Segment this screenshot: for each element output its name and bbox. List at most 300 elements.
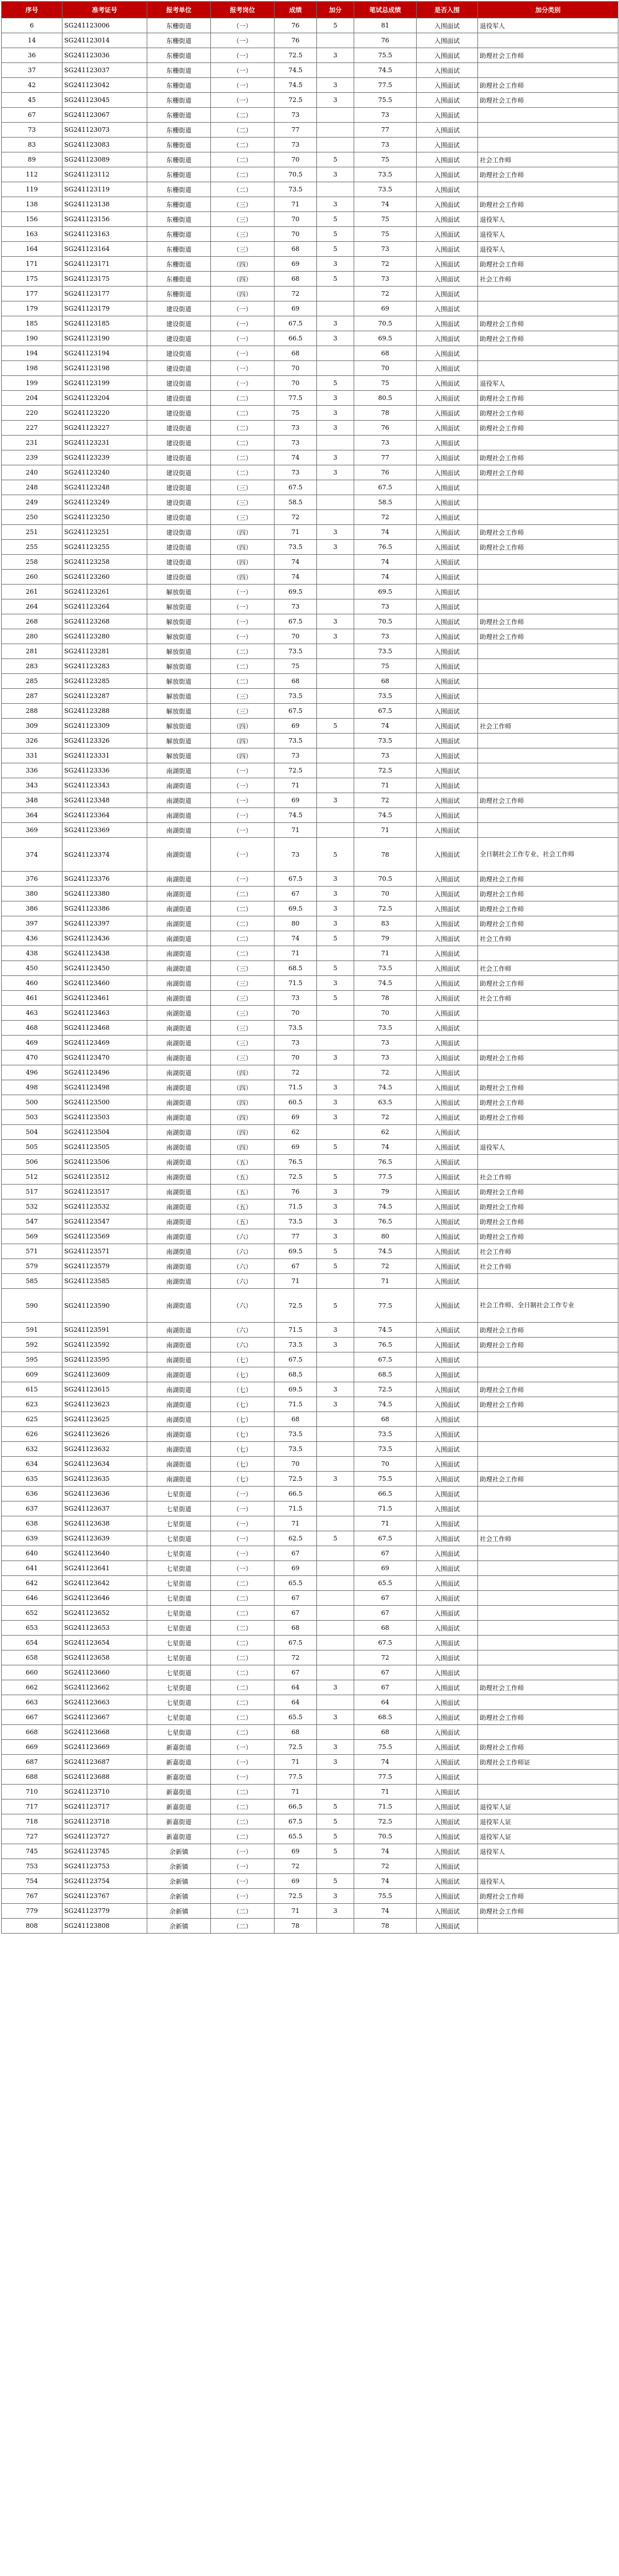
ticket-cell: SG241123288 bbox=[62, 704, 147, 719]
ticket-cell: SG241123745 bbox=[62, 1844, 147, 1859]
unit-cell: 建设街道 bbox=[147, 570, 211, 585]
bonus-cell bbox=[317, 644, 354, 659]
unit-cell: 南湖街道 bbox=[147, 1412, 211, 1427]
shortlisted-cell: 入围面试 bbox=[417, 719, 478, 734]
unit-cell: 解放街道 bbox=[147, 585, 211, 599]
shortlisted-cell: 入围面试 bbox=[417, 1155, 478, 1170]
bonus-type-cell: 助理社会工作师 bbox=[478, 197, 618, 212]
unit-cell: 解放街道 bbox=[147, 674, 211, 689]
score-cell: 67.5 bbox=[275, 1352, 317, 1367]
unit-cell: 南湖街道 bbox=[147, 916, 211, 931]
ticket-cell: SG241123463 bbox=[62, 1006, 147, 1021]
table-row bbox=[2, 1487, 618, 1501]
table-row bbox=[2, 242, 618, 257]
score-cell: 70 bbox=[275, 629, 317, 644]
total-cell: 68 bbox=[354, 674, 417, 689]
table-row bbox=[2, 1665, 618, 1680]
post-cell: （一） bbox=[211, 301, 275, 316]
seq-cell: 591 bbox=[2, 1323, 62, 1338]
total-cell: 72.5 bbox=[354, 901, 417, 916]
unit-cell: 建设街道 bbox=[147, 331, 211, 346]
score-cell: 67.5 bbox=[275, 704, 317, 719]
table-row bbox=[2, 1110, 618, 1125]
ticket-cell: SG241123231 bbox=[62, 436, 147, 450]
score-cell: 72.5 bbox=[275, 1472, 317, 1487]
unit-cell: 南湖街道 bbox=[147, 1021, 211, 1036]
post-cell: （一） bbox=[211, 1501, 275, 1516]
ticket-cell: SG241123503 bbox=[62, 1110, 147, 1125]
total-cell: 67 bbox=[354, 1680, 417, 1695]
score-cell: 69 bbox=[275, 1874, 317, 1889]
unit-cell: 南湖街道 bbox=[147, 1199, 211, 1214]
table-row bbox=[2, 1021, 618, 1036]
table-row bbox=[2, 480, 618, 495]
bonus-type-cell bbox=[478, 63, 618, 78]
post-cell: （三） bbox=[211, 227, 275, 242]
shortlisted-cell: 入围面试 bbox=[417, 763, 478, 778]
unit-cell: 建设街道 bbox=[147, 450, 211, 465]
bonus-cell bbox=[317, 1785, 354, 1799]
post-cell: （二） bbox=[211, 644, 275, 659]
bonus-type-cell: 助理社会工作师 bbox=[478, 78, 618, 93]
score-cell: 72.5 bbox=[275, 48, 317, 63]
bonus-type-cell: 退役军人 bbox=[478, 18, 618, 33]
bonus-cell: 5 bbox=[317, 931, 354, 946]
seq-cell: 571 bbox=[2, 1244, 62, 1259]
table-row bbox=[2, 570, 618, 585]
post-cell: （二） bbox=[211, 1650, 275, 1665]
bonus-cell: 3 bbox=[317, 1889, 354, 1904]
post-cell: （二） bbox=[211, 1814, 275, 1829]
bonus-type-cell: 助理社会工作师 bbox=[478, 450, 618, 465]
unit-cell: 东栅街道 bbox=[147, 93, 211, 108]
total-cell: 73.5 bbox=[354, 1427, 417, 1442]
total-cell: 76 bbox=[354, 421, 417, 436]
bonus-cell: 5 bbox=[317, 376, 354, 391]
table-row bbox=[2, 1829, 618, 1844]
seq-cell: 258 bbox=[2, 555, 62, 570]
seq-cell: 376 bbox=[2, 872, 62, 887]
shortlisted-cell: 入围面试 bbox=[417, 1799, 478, 1814]
table-row bbox=[2, 1080, 618, 1095]
bonus-type-cell: 助理社会工作师 bbox=[478, 406, 618, 421]
total-cell: 76.5 bbox=[354, 1155, 417, 1170]
bonus-cell bbox=[317, 674, 354, 689]
bonus-cell bbox=[317, 361, 354, 376]
shortlisted-cell: 入围面试 bbox=[417, 33, 478, 48]
post-cell: （一） bbox=[211, 33, 275, 48]
seq-cell: 264 bbox=[2, 599, 62, 614]
table-row bbox=[2, 1695, 618, 1710]
ticket-cell: SG241123073 bbox=[62, 123, 147, 138]
post-cell: （七） bbox=[211, 1472, 275, 1487]
bonus-type-cell bbox=[478, 763, 618, 778]
seq-cell: 754 bbox=[2, 1874, 62, 1889]
bonus-type-cell: 助理社会工作师 bbox=[478, 465, 618, 480]
shortlisted-cell: 入围面试 bbox=[417, 1323, 478, 1338]
score-cell: 71.5 bbox=[275, 1323, 317, 1338]
table-row bbox=[2, 495, 618, 510]
total-cell: 75.5 bbox=[354, 1740, 417, 1755]
total-cell: 75.5 bbox=[354, 93, 417, 108]
shortlisted-cell: 入围面试 bbox=[417, 1665, 478, 1680]
table-row bbox=[2, 510, 618, 525]
table-row bbox=[2, 555, 618, 570]
score-cell: 67 bbox=[275, 887, 317, 901]
total-cell: 74 bbox=[354, 1844, 417, 1859]
seq-cell: 83 bbox=[2, 138, 62, 152]
seq-cell: 668 bbox=[2, 1725, 62, 1740]
total-cell: 74 bbox=[354, 555, 417, 570]
score-cell: 73.5 bbox=[275, 734, 317, 748]
bonus-cell: 5 bbox=[317, 719, 354, 734]
ticket-cell: SG241123470 bbox=[62, 1050, 147, 1065]
seq-cell: 569 bbox=[2, 1229, 62, 1244]
score-cell: 69.5 bbox=[275, 901, 317, 916]
total-cell: 80.5 bbox=[354, 391, 417, 406]
table-row bbox=[2, 182, 618, 197]
bonus-type-cell bbox=[478, 1919, 618, 1934]
score-cell: 68.5 bbox=[275, 961, 317, 976]
post-cell: （一） bbox=[211, 18, 275, 33]
table-row bbox=[2, 346, 618, 361]
table-row bbox=[2, 525, 618, 540]
shortlisted-cell: 入围面试 bbox=[417, 1199, 478, 1214]
shortlisted-cell: 入围面试 bbox=[417, 778, 478, 793]
bonus-type-cell bbox=[478, 1546, 618, 1561]
score-cell: 72 bbox=[275, 1650, 317, 1665]
bonus-cell bbox=[317, 1621, 354, 1636]
bonus-type-cell bbox=[478, 1501, 618, 1516]
total-cell: 71.5 bbox=[354, 1501, 417, 1516]
bonus-type-cell: 助理社会工作师 bbox=[478, 614, 618, 629]
unit-cell: 南湖街道 bbox=[147, 1065, 211, 1080]
unit-cell: 新嘉街道 bbox=[147, 1755, 211, 1770]
ticket-cell: SG241123380 bbox=[62, 887, 147, 901]
seq-cell: 450 bbox=[2, 961, 62, 976]
bonus-cell: 3 bbox=[317, 1095, 354, 1110]
score-cell: 73 bbox=[275, 465, 317, 480]
score-cell: 70.5 bbox=[275, 167, 317, 182]
bonus-cell bbox=[317, 1442, 354, 1457]
ticket-cell: SG241123710 bbox=[62, 1785, 147, 1799]
shortlisted-cell: 入围面试 bbox=[417, 167, 478, 182]
shortlisted-cell: 入围面试 bbox=[417, 510, 478, 525]
unit-cell: 南湖街道 bbox=[147, 931, 211, 946]
table-row bbox=[2, 1199, 618, 1214]
total-cell: 68.5 bbox=[354, 1367, 417, 1382]
ticket-cell: SG241123204 bbox=[62, 391, 147, 406]
ticket-cell: SG241123163 bbox=[62, 227, 147, 242]
bonus-type-cell bbox=[478, 1412, 618, 1427]
total-cell: 75 bbox=[354, 152, 417, 167]
bonus-type-cell bbox=[478, 480, 618, 495]
ticket-cell: SG241123045 bbox=[62, 93, 147, 108]
score-cell: 77 bbox=[275, 123, 317, 138]
table-row bbox=[2, 976, 618, 991]
ticket-cell: SG241123638 bbox=[62, 1516, 147, 1531]
table-row bbox=[2, 421, 618, 436]
table-row bbox=[2, 93, 618, 108]
bonus-cell bbox=[317, 704, 354, 719]
post-cell: （六） bbox=[211, 1323, 275, 1338]
seq-cell: 255 bbox=[2, 540, 62, 555]
post-cell: （一） bbox=[211, 778, 275, 793]
bonus-cell bbox=[317, 570, 354, 585]
seq-cell: 547 bbox=[2, 1214, 62, 1229]
table-row bbox=[2, 1770, 618, 1785]
seq-cell: 6 bbox=[2, 18, 62, 33]
score-cell: 73 bbox=[275, 599, 317, 614]
bonus-cell bbox=[317, 1591, 354, 1606]
total-cell: 74 bbox=[354, 719, 417, 734]
ticket-cell: SG241123654 bbox=[62, 1636, 147, 1650]
post-cell: （三） bbox=[211, 1050, 275, 1065]
ticket-cell: SG241123336 bbox=[62, 763, 147, 778]
table-row bbox=[2, 931, 618, 946]
unit-cell: 新嘉街道 bbox=[147, 1785, 211, 1799]
bonus-type-cell: 助理社会工作师 bbox=[478, 1740, 618, 1755]
score-cell: 69 bbox=[275, 1140, 317, 1155]
table-row bbox=[2, 316, 618, 331]
unit-cell: 七星街道 bbox=[147, 1606, 211, 1621]
score-cell: 76 bbox=[275, 1185, 317, 1199]
ticket-cell: SG241123239 bbox=[62, 450, 147, 465]
seq-cell: 231 bbox=[2, 436, 62, 450]
shortlisted-cell: 入围面试 bbox=[417, 123, 478, 138]
unit-cell: 南湖街道 bbox=[147, 838, 211, 872]
total-cell: 70 bbox=[354, 887, 417, 901]
shortlisted-cell: 入围面试 bbox=[417, 331, 478, 346]
total-cell: 76 bbox=[354, 465, 417, 480]
score-cell: 72.5 bbox=[275, 1170, 317, 1185]
unit-cell: 南湖街道 bbox=[147, 1352, 211, 1367]
unit-cell: 南湖街道 bbox=[147, 1170, 211, 1185]
table-row bbox=[2, 1065, 618, 1080]
table-row bbox=[2, 257, 618, 272]
total-cell: 72 bbox=[354, 1650, 417, 1665]
ticket-cell: SG241123571 bbox=[62, 1244, 147, 1259]
bonus-cell bbox=[317, 823, 354, 838]
score-cell: 72.5 bbox=[275, 1740, 317, 1755]
bonus-type-cell: 助理社会工作师 bbox=[478, 1050, 618, 1065]
table-row bbox=[2, 1785, 618, 1799]
unit-cell: 东栅街道 bbox=[147, 108, 211, 123]
shortlisted-cell: 入围面试 bbox=[417, 1889, 478, 1904]
unit-cell: 东栅街道 bbox=[147, 18, 211, 33]
bonus-type-cell bbox=[478, 1516, 618, 1531]
score-cell: 77.5 bbox=[275, 1770, 317, 1785]
seq-cell: 687 bbox=[2, 1755, 62, 1770]
unit-cell: 建设街道 bbox=[147, 421, 211, 436]
ticket-cell: SG241123249 bbox=[62, 495, 147, 510]
score-cell: 72 bbox=[275, 1065, 317, 1080]
unit-cell: 七星街道 bbox=[147, 1695, 211, 1710]
seq-cell: 268 bbox=[2, 614, 62, 629]
bonus-type-cell: 助理社会工作师 bbox=[478, 976, 618, 991]
post-cell: （七） bbox=[211, 1352, 275, 1367]
bonus-type-cell: 助理社会工作师 bbox=[478, 1095, 618, 1110]
seq-cell: 261 bbox=[2, 585, 62, 599]
total-cell: 71.5 bbox=[354, 1799, 417, 1814]
total-cell: 77.5 bbox=[354, 1289, 417, 1323]
shortlisted-cell: 入围面试 bbox=[417, 1710, 478, 1725]
shortlisted-cell: 入围面试 bbox=[417, 823, 478, 838]
post-cell: （六） bbox=[211, 1338, 275, 1352]
bonus-type-cell: 退役军人 bbox=[478, 227, 618, 242]
bonus-cell bbox=[317, 1352, 354, 1367]
table-row bbox=[2, 916, 618, 931]
unit-cell: 南湖街道 bbox=[147, 901, 211, 916]
shortlisted-cell: 入围面试 bbox=[417, 916, 478, 931]
seq-cell: 164 bbox=[2, 242, 62, 257]
post-cell: （六） bbox=[211, 1229, 275, 1244]
score-cell: 69 bbox=[275, 257, 317, 272]
bonus-type-cell: 助理社会工作师 bbox=[478, 1185, 618, 1199]
ticket-cell: SG241123436 bbox=[62, 931, 147, 946]
post-cell: （四） bbox=[211, 1140, 275, 1155]
ticket-cell: SG241123641 bbox=[62, 1561, 147, 1576]
shortlisted-cell: 入围面试 bbox=[417, 887, 478, 901]
total-cell: 72 bbox=[354, 793, 417, 808]
bonus-cell bbox=[317, 555, 354, 570]
ticket-cell: SG241123037 bbox=[62, 63, 147, 78]
bonus-type-cell bbox=[478, 1725, 618, 1740]
bonus-type-cell bbox=[478, 301, 618, 316]
seq-cell: 500 bbox=[2, 1095, 62, 1110]
total-cell: 62 bbox=[354, 1125, 417, 1140]
table-row bbox=[2, 838, 618, 872]
total-cell: 68 bbox=[354, 346, 417, 361]
bonus-type-cell: 助理社会工作师 bbox=[478, 1904, 618, 1919]
score-cell: 71 bbox=[275, 823, 317, 838]
score-cell: 71 bbox=[275, 1516, 317, 1531]
seq-cell: 397 bbox=[2, 916, 62, 931]
ticket-cell: SG241123258 bbox=[62, 555, 147, 570]
score-cell: 68 bbox=[275, 1725, 317, 1740]
unit-cell: 东栅街道 bbox=[147, 272, 211, 287]
total-cell: 83 bbox=[354, 916, 417, 931]
unit-cell: 南湖街道 bbox=[147, 1323, 211, 1338]
unit-cell: 南湖街道 bbox=[147, 1036, 211, 1050]
ticket-cell: SG241123779 bbox=[62, 1904, 147, 1919]
seq-cell: 249 bbox=[2, 495, 62, 510]
total-cell: 66.5 bbox=[354, 1487, 417, 1501]
shortlisted-cell: 入围面试 bbox=[417, 946, 478, 961]
score-cell: 76.5 bbox=[275, 1155, 317, 1170]
ticket-cell: SG241123309 bbox=[62, 719, 147, 734]
seq-cell: 374 bbox=[2, 838, 62, 872]
ticket-cell: SG241123185 bbox=[62, 316, 147, 331]
seq-cell: 343 bbox=[2, 778, 62, 793]
seq-cell: 653 bbox=[2, 1621, 62, 1636]
bonus-type-cell: 助理社会工作师 bbox=[478, 1710, 618, 1725]
shortlisted-cell: 入围面试 bbox=[417, 525, 478, 540]
bonus-type-cell: 助理社会工作师 bbox=[478, 901, 618, 916]
bonus-cell bbox=[317, 1501, 354, 1516]
seq-cell: 190 bbox=[2, 331, 62, 346]
total-cell: 79 bbox=[354, 931, 417, 946]
post-cell: （三） bbox=[211, 480, 275, 495]
col-header-bonus: 加分 bbox=[317, 2, 354, 18]
seq-cell: 185 bbox=[2, 316, 62, 331]
shortlisted-cell: 入围面试 bbox=[417, 1591, 478, 1606]
bonus-cell: 3 bbox=[317, 257, 354, 272]
bonus-type-cell bbox=[478, 495, 618, 510]
bonus-cell bbox=[317, 138, 354, 152]
score-cell: 73.5 bbox=[275, 1442, 317, 1457]
bonus-type-cell: 助理社会工作师 bbox=[478, 93, 618, 108]
post-cell: （二） bbox=[211, 406, 275, 421]
post-cell: （二） bbox=[211, 1695, 275, 1710]
bonus-cell: 5 bbox=[317, 152, 354, 167]
bonus-cell: 3 bbox=[317, 48, 354, 63]
bonus-cell bbox=[317, 778, 354, 793]
total-cell: 67 bbox=[354, 1546, 417, 1561]
ticket-cell: SG241123261 bbox=[62, 585, 147, 599]
shortlisted-cell: 入围面试 bbox=[417, 1170, 478, 1185]
total-cell: 72 bbox=[354, 287, 417, 301]
bonus-type-cell bbox=[478, 778, 618, 793]
seq-cell: 663 bbox=[2, 1695, 62, 1710]
post-cell: （二） bbox=[211, 152, 275, 167]
bonus-type-cell bbox=[478, 1125, 618, 1140]
post-cell: （七） bbox=[211, 1382, 275, 1397]
unit-cell: 南湖街道 bbox=[147, 1214, 211, 1229]
bonus-type-cell: 助理社会工作师 bbox=[478, 1680, 618, 1695]
post-cell: （五） bbox=[211, 1199, 275, 1214]
bonus-type-cell: 助理社会工作师 bbox=[478, 421, 618, 436]
shortlisted-cell: 入围面试 bbox=[417, 1185, 478, 1199]
ticket-cell: SG241123663 bbox=[62, 1695, 147, 1710]
shortlisted-cell: 入围面试 bbox=[417, 242, 478, 257]
seq-cell: 634 bbox=[2, 1457, 62, 1472]
bonus-cell: 3 bbox=[317, 1472, 354, 1487]
bonus-cell bbox=[317, 1006, 354, 1021]
seq-cell: 156 bbox=[2, 212, 62, 227]
score-cell: 67 bbox=[275, 1591, 317, 1606]
seq-cell: 436 bbox=[2, 931, 62, 946]
seq-cell: 658 bbox=[2, 1650, 62, 1665]
score-cell: 78 bbox=[275, 1919, 317, 1934]
bonus-cell: 3 bbox=[317, 78, 354, 93]
post-cell: （一） bbox=[211, 1561, 275, 1576]
ticket-cell: SG241123287 bbox=[62, 689, 147, 704]
total-cell: 74.5 bbox=[354, 1199, 417, 1214]
unit-cell: 南湖街道 bbox=[147, 1244, 211, 1259]
total-cell: 74 bbox=[354, 1904, 417, 1919]
score-cell: 70 bbox=[275, 1050, 317, 1065]
bonus-cell: 3 bbox=[317, 1214, 354, 1229]
post-cell: （四） bbox=[211, 748, 275, 763]
seq-cell: 369 bbox=[2, 823, 62, 838]
table-row bbox=[2, 465, 618, 480]
score-cell: 75 bbox=[275, 406, 317, 421]
post-cell: （三） bbox=[211, 495, 275, 510]
bonus-cell: 3 bbox=[317, 1323, 354, 1338]
bonus-type-cell bbox=[478, 33, 618, 48]
total-cell: 76.5 bbox=[354, 1338, 417, 1352]
score-cell: 73.5 bbox=[275, 1214, 317, 1229]
total-cell: 74 bbox=[354, 1755, 417, 1770]
total-cell: 75.5 bbox=[354, 48, 417, 63]
bonus-type-cell: 退役军人证 bbox=[478, 1829, 618, 1844]
bonus-cell: 3 bbox=[317, 1080, 354, 1095]
score-cell: 67 bbox=[275, 1259, 317, 1274]
post-cell: （二） bbox=[211, 123, 275, 138]
total-cell: 72 bbox=[354, 257, 417, 272]
unit-cell: 余新镇 bbox=[147, 1874, 211, 1889]
